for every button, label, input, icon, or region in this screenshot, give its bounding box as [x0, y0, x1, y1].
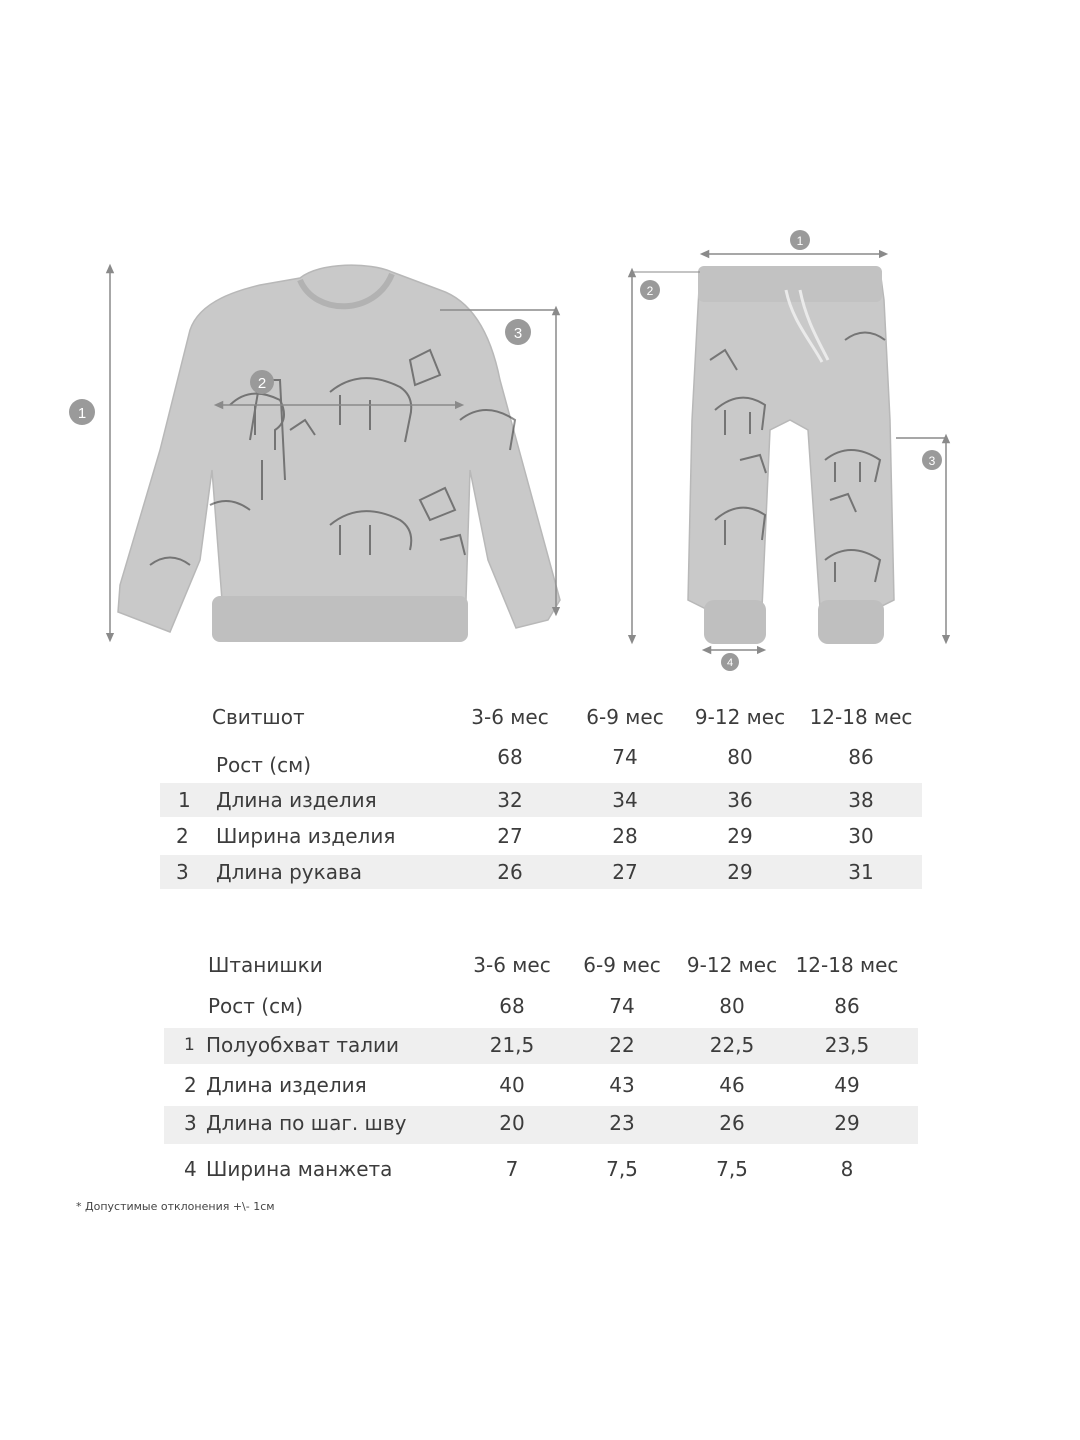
row-label: Рост (см): [208, 994, 303, 1018]
cell-value: 22: [609, 1033, 635, 1057]
size-header: 9-12 мес: [694, 705, 786, 729]
marker-pants-4: [721, 653, 739, 671]
pants-size-table: [164, 948, 918, 1188]
svg-text:2: 2: [646, 284, 654, 298]
cell-value: 68: [497, 745, 523, 769]
row-number: 2: [176, 824, 189, 848]
cell-value: 29: [834, 1111, 860, 1135]
row-number: 1: [178, 788, 191, 812]
size-header: 6-9 мес: [583, 953, 661, 977]
sweatshirt-size-table: [160, 700, 922, 890]
table-row: [164, 1106, 918, 1144]
table-header-row: [164, 948, 918, 982]
cell-value: 23,5: [824, 1033, 870, 1057]
cell-value: 29: [727, 860, 753, 884]
row-number: 2: [184, 1073, 197, 1097]
cell-value: 68: [499, 994, 525, 1018]
marker-sweatshirt-3: [505, 319, 531, 345]
cell-value: 22,5: [709, 1033, 755, 1057]
cell-value: 30: [848, 824, 874, 848]
cell-value: 8: [840, 1157, 854, 1181]
svg-text:3: 3: [513, 325, 523, 342]
row-label: Длина изделия: [206, 1073, 367, 1097]
table-header-row: [160, 700, 922, 734]
sweatshirt-drawing: [118, 265, 560, 642]
table-row: [164, 1152, 918, 1186]
table-row: [160, 855, 922, 889]
cell-value: 36: [727, 788, 753, 812]
row-number: 4: [184, 1157, 197, 1181]
cell-value: 38: [848, 788, 874, 812]
cell-value: 21,5: [489, 1033, 535, 1057]
cell-value: 7,5: [606, 1157, 638, 1181]
table-row: [164, 989, 918, 1023]
row-label: Полуобхват талии: [206, 1033, 400, 1057]
cell-value: 32: [497, 788, 523, 812]
table-row: [160, 742, 922, 776]
size-header: 3-6 мес: [471, 705, 549, 729]
cell-value: 29: [727, 824, 753, 848]
table-title: Штанишки: [208, 953, 323, 977]
marker-sweatshirt-2: [250, 370, 274, 394]
cell-value: 80: [727, 745, 753, 769]
row-label: Рост (см): [216, 753, 311, 777]
cell-value: 86: [848, 745, 874, 769]
row-label: Длина по шаг. шву: [206, 1111, 407, 1135]
garment-illustration: [0, 0, 1080, 680]
cell-value: 40: [499, 1073, 525, 1097]
svg-text:4: 4: [726, 657, 734, 669]
row-label: Ширина манжета: [206, 1157, 393, 1181]
cell-value: 26: [497, 860, 523, 884]
cell-value: 74: [612, 745, 638, 769]
tolerance-footnote: * Допустимые отклонения +\- 1см: [76, 1200, 275, 1213]
cell-value: 46: [719, 1073, 745, 1097]
pants-drawing: [688, 266, 894, 644]
size-header: 12-18 мес: [809, 705, 913, 729]
cell-value: 34: [612, 788, 638, 812]
table-title: Свитшот: [212, 705, 305, 729]
cell-value: 43: [609, 1073, 635, 1097]
cell-value: 20: [499, 1111, 525, 1135]
cell-value: 49: [834, 1073, 860, 1097]
row-label: Длина изделия: [216, 788, 377, 812]
svg-text:3: 3: [928, 454, 936, 468]
marker-sweatshirt-1: [69, 399, 95, 425]
marker-pants-2: [640, 280, 660, 300]
size-header: 9-12 мес: [686, 953, 778, 977]
marker-pants-1: [790, 230, 810, 250]
svg-text:1: 1: [77, 405, 87, 422]
table-row: [164, 1068, 918, 1102]
cell-value: 28: [612, 824, 638, 848]
row-number: 3: [184, 1111, 197, 1135]
cell-value: 7,5: [716, 1157, 748, 1181]
size-header: 3-6 мес: [473, 953, 551, 977]
cell-value: 80: [719, 994, 745, 1018]
row-number: 3: [176, 860, 189, 884]
row-label: Ширина изделия: [216, 824, 396, 848]
row-number: 1: [184, 1035, 195, 1055]
row-label: Длина рукава: [216, 860, 363, 884]
cell-value: 26: [719, 1111, 745, 1135]
cell-value: 23: [609, 1111, 635, 1135]
table-row: [160, 819, 922, 853]
cell-value: 86: [834, 994, 860, 1018]
table-row: [160, 783, 922, 817]
cell-value: 27: [497, 824, 523, 848]
cell-value: 31: [848, 860, 874, 884]
cell-value: 74: [609, 994, 635, 1018]
svg-text:1: 1: [796, 234, 804, 248]
size-header: 6-9 мес: [586, 705, 664, 729]
table-row: [164, 1028, 918, 1064]
cell-value: 27: [612, 860, 638, 884]
marker-pants-3: [922, 450, 942, 470]
svg-text:2: 2: [257, 375, 267, 392]
size-header: 12-18 мес: [795, 953, 899, 977]
cell-value: 7: [505, 1157, 519, 1181]
